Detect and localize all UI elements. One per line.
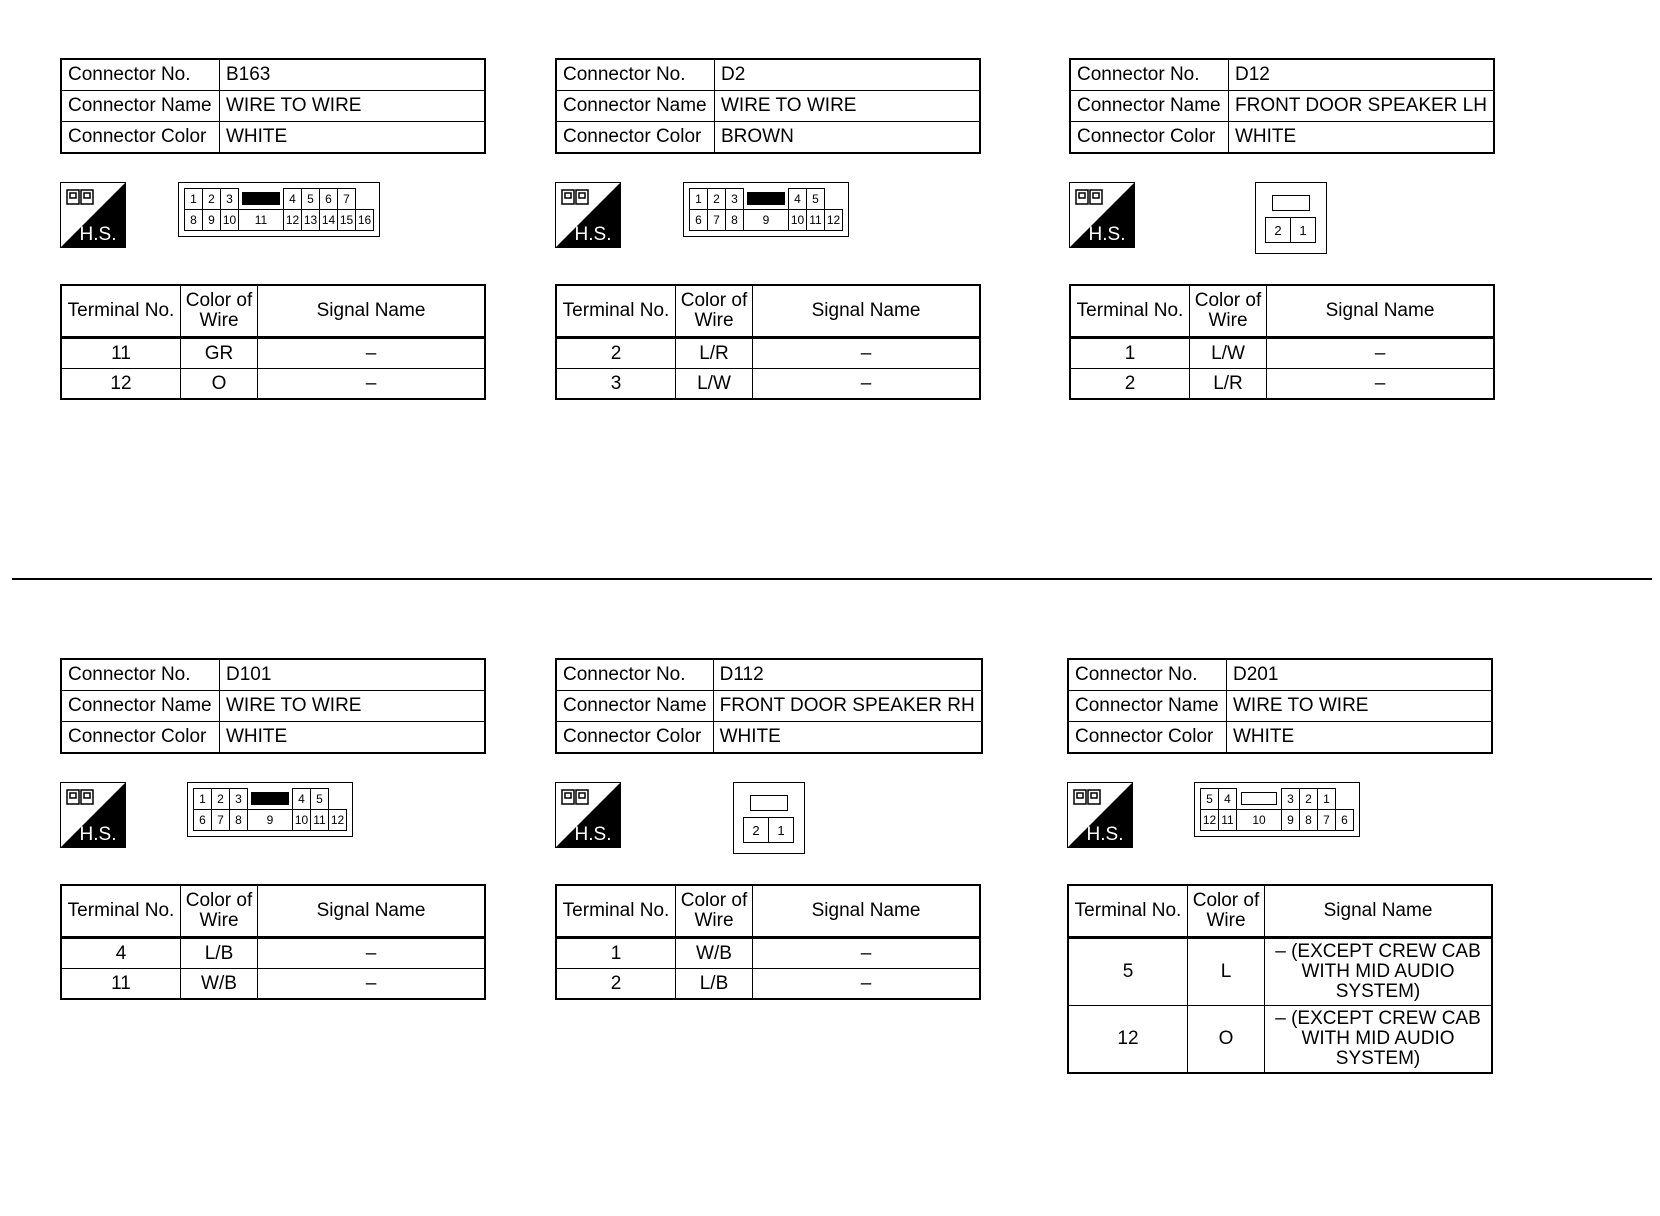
hs-label: H.S.: [1086, 824, 1124, 845]
pin-number: 5: [807, 189, 825, 210]
pin-number: 8: [185, 210, 203, 231]
pin-number: 3: [1282, 789, 1300, 810]
connector-no-label: Connector No.: [61, 59, 220, 91]
pin-number: 12: [284, 210, 302, 231]
terminal-table-header: [61, 885, 485, 938]
terminal-no-cell: 5: [1068, 938, 1188, 1006]
connector-name-row: [1068, 691, 1492, 722]
connector-info-table: [1069, 58, 1495, 154]
table-row: [61, 969, 485, 1000]
pin-number: 7: [338, 189, 356, 210]
signal-name-cell: –: [258, 938, 486, 969]
wire-color-header: Color of Wire: [181, 285, 258, 338]
pin-number: 5: [311, 789, 329, 810]
connector-no-label: Connector No.: [1068, 659, 1227, 691]
wire-color-cell: L/R: [1190, 369, 1267, 400]
terminal-table: [1067, 884, 1493, 1074]
wire-color-header: Color of Wire: [181, 885, 258, 938]
pin-number: 12: [329, 810, 347, 831]
table-row: [1068, 938, 1492, 1006]
signal-name-cell: – (EXCEPT CREW CAB WITH MID AUDIO SYSTEM): [1265, 1006, 1493, 1074]
pin-row-bottom: [185, 210, 374, 231]
wire-color-cell: L/W: [1190, 338, 1267, 369]
pin-number: 5: [1201, 789, 1219, 810]
pin-number: 11: [239, 210, 284, 231]
wire-color-cell: GR: [181, 338, 258, 369]
pin-number: 16: [356, 210, 374, 231]
connector-latch: [239, 189, 284, 210]
connector-block: [60, 58, 500, 528]
terminal-table-header: [1070, 285, 1494, 338]
terminal-table: [1069, 284, 1495, 400]
table-row: [556, 938, 980, 969]
connector-name-label: Connector Name: [1068, 691, 1227, 722]
latch-mark: [747, 192, 785, 205]
connector-color-row: [1070, 122, 1494, 154]
connector-no-row: [61, 59, 485, 91]
pin-row-bottom: [194, 810, 347, 831]
table-row: [1070, 338, 1494, 369]
connector-no-value: D201: [1227, 659, 1493, 691]
pin-row-top: [194, 789, 347, 810]
connector-no-value: D112: [713, 659, 982, 691]
connector-color-row: [556, 722, 982, 754]
pin-number: 10: [789, 210, 807, 231]
signal-name-cell: –: [753, 369, 981, 400]
connector-no-value: D12: [1229, 59, 1495, 91]
pin-number: 10: [293, 810, 311, 831]
connector-color-value: WHITE: [1229, 122, 1495, 154]
harness-side-icon: [555, 782, 621, 848]
signal-name-cell: –: [258, 369, 486, 400]
connector-no-row: [1070, 59, 1494, 91]
wire-color-cell: L: [1188, 938, 1265, 1006]
signal-name-header: Signal Name: [258, 885, 486, 938]
table-row: [1070, 369, 1494, 400]
pin-number: 1: [1318, 789, 1336, 810]
pin-number: 10: [221, 210, 239, 231]
pin-number: 2: [203, 189, 221, 210]
pin-number: 7: [708, 210, 726, 231]
connector-no-label: Connector No.: [61, 659, 220, 691]
pin-number: 6: [320, 189, 338, 210]
signal-name-cell: –: [258, 969, 486, 1000]
terminal-table-header: [61, 285, 485, 338]
hs-label: H.S.: [574, 224, 612, 245]
table-row: [61, 338, 485, 369]
connector-info-table: [555, 658, 983, 754]
wire-color-header: Color of Wire: [676, 885, 753, 938]
harness-side-icon: [60, 782, 126, 848]
connector-no-label: Connector No.: [1070, 59, 1229, 91]
wire-color-header: Color of Wire: [1190, 285, 1267, 338]
terminal-table: [555, 884, 981, 1000]
pin-number: 6: [690, 210, 708, 231]
terminal-table: [555, 284, 981, 400]
table-row: [61, 938, 485, 969]
connector-info-table: [60, 58, 486, 154]
terminal-no-cell: 3: [556, 369, 676, 400]
connector-name-label: Connector Name: [556, 91, 715, 122]
connector-no-row: [1068, 659, 1492, 691]
terminal-no-cell: 4: [61, 938, 181, 969]
connector-block: [60, 658, 500, 1128]
connector-no-label: Connector No.: [556, 659, 713, 691]
terminal-no-header: Terminal No.: [61, 885, 181, 938]
pin-row-top: [690, 189, 843, 210]
pin-row-bottom: [690, 210, 843, 231]
terminal-no-cell: 2: [556, 338, 676, 369]
connector-face: [187, 782, 353, 837]
connector-color-row: [556, 122, 980, 154]
connector-face: [1194, 782, 1360, 837]
pin-number: 2: [1266, 218, 1291, 243]
pin-number: 6: [1336, 810, 1354, 831]
terminal-no-header: Terminal No.: [1068, 885, 1188, 938]
pin-number: 12: [1201, 810, 1219, 831]
pin-number: 7: [1318, 810, 1336, 831]
hs-label: H.S.: [79, 224, 117, 245]
connector-name-value: WIRE TO WIRE: [220, 91, 486, 122]
connector-face: [683, 182, 849, 237]
connector-name-value: WIRE TO WIRE: [715, 91, 981, 122]
pin-number: 1: [194, 789, 212, 810]
pin-number: 7: [212, 810, 230, 831]
connector-latch: [1237, 789, 1282, 810]
table-row: [61, 369, 485, 400]
pin-grid: [689, 188, 843, 231]
wire-color-cell: W/B: [676, 938, 753, 969]
wire-color-cell: W/B: [181, 969, 258, 1000]
connector-block: [555, 658, 995, 1128]
connector-name-label: Connector Name: [1070, 91, 1229, 122]
terminal-no-header: Terminal No.: [556, 885, 676, 938]
connector-no-label: Connector No.: [556, 59, 715, 91]
latch-mark: [1241, 792, 1277, 805]
connector-color-row: [1068, 722, 1492, 754]
connector-color-value: WHITE: [220, 722, 486, 754]
pin-number: 12: [825, 210, 843, 231]
terminal-table-header: [1068, 885, 1492, 938]
table-row: [556, 338, 980, 369]
pin-number: 3: [221, 189, 239, 210]
connector-name-row: [556, 91, 980, 122]
latch-mark: [251, 792, 289, 805]
connector-face: [1255, 182, 1327, 254]
connector-block: [1067, 658, 1507, 1128]
signal-name-cell: – (EXCEPT CREW CAB WITH MID AUDIO SYSTEM): [1265, 938, 1493, 1006]
signal-name-cell: –: [753, 338, 981, 369]
connector-color-label: Connector Color: [61, 122, 220, 154]
pin-number: 8: [1300, 810, 1318, 831]
connector-block: [555, 58, 995, 528]
pin-number: 11: [311, 810, 329, 831]
pin-number: 2: [744, 818, 769, 843]
connector-color-value: WHITE: [1227, 722, 1493, 754]
connector-name-value: WIRE TO WIRE: [1227, 691, 1493, 722]
wire-color-cell: L/R: [676, 338, 753, 369]
connector-block: [1069, 58, 1509, 528]
pin-number: 2: [708, 189, 726, 210]
signal-name-cell: –: [753, 969, 981, 1000]
terminal-table: [60, 284, 486, 400]
terminal-no-cell: 2: [1070, 369, 1190, 400]
pin-number: 9: [203, 210, 221, 231]
pin-number: 9: [1282, 810, 1300, 831]
hs-label: H.S.: [79, 824, 117, 845]
pin-grid: [193, 788, 347, 831]
connector-color-label: Connector Color: [556, 122, 715, 154]
pin-number: 10: [1237, 810, 1282, 831]
terminal-no-cell: 11: [61, 969, 181, 1000]
wire-color-header: Color of Wire: [1188, 885, 1265, 938]
pin-number: 8: [726, 210, 744, 231]
connector-latch: [744, 189, 789, 210]
connector-no-value: B163: [220, 59, 486, 91]
pin-number: 1: [769, 818, 794, 843]
pin-number: 1: [185, 189, 203, 210]
connector-color-label: Connector Color: [1070, 122, 1229, 154]
connector-name-value: FRONT DOOR SPEAKER LH: [1229, 91, 1495, 122]
pin-number: 4: [789, 189, 807, 210]
connector-info-table: [1067, 658, 1493, 754]
connector-name-row: [61, 691, 485, 722]
wire-color-cell: O: [1188, 1006, 1265, 1074]
harness-side-icon: [1069, 182, 1135, 248]
pin-grid: [743, 817, 794, 843]
connector-color-value: BROWN: [715, 122, 981, 154]
pin-number: 11: [807, 210, 825, 231]
connector-no-row: [61, 659, 485, 691]
terminal-no-cell: 12: [61, 369, 181, 400]
pin-number: 8: [230, 810, 248, 831]
connector-no-value: D2: [715, 59, 981, 91]
pin-number: 1: [1291, 218, 1316, 243]
connector-name-row: [556, 691, 982, 722]
pin-number: 4: [293, 789, 311, 810]
connector-face: [178, 182, 380, 237]
terminal-no-header: Terminal No.: [61, 285, 181, 338]
terminal-table-header: [556, 285, 980, 338]
connector-name-value: FRONT DOOR SPEAKER RH: [713, 691, 982, 722]
table-row: [1068, 1006, 1492, 1074]
terminal-no-cell: 11: [61, 338, 181, 369]
harness-side-icon: [1067, 782, 1133, 848]
connector-info-table: [555, 58, 981, 154]
pin-grid: [1265, 217, 1316, 243]
pin-row: [1266, 218, 1316, 243]
connector-color-row: [61, 722, 485, 754]
connector-name-label: Connector Name: [61, 691, 220, 722]
connector-color-value: WHITE: [713, 722, 982, 754]
connector-color-row: [61, 122, 485, 154]
wire-color-cell: L/B: [181, 938, 258, 969]
connector-keyway: [750, 795, 788, 811]
table-row: [556, 969, 980, 1000]
pin-number: 1: [690, 189, 708, 210]
pin-number: 4: [284, 189, 302, 210]
signal-name-cell: –: [258, 338, 486, 369]
pin-number: 14: [320, 210, 338, 231]
connector-name-row: [1070, 91, 1494, 122]
terminal-table-header: [556, 885, 980, 938]
pin-number: 2: [1300, 789, 1318, 810]
connector-name-row: [61, 91, 485, 122]
pin-row: [744, 818, 794, 843]
pin-number: 5: [302, 189, 320, 210]
connector-no-value: D101: [220, 659, 486, 691]
pin-number: 13: [302, 210, 320, 231]
connector-color-value: WHITE: [220, 122, 486, 154]
signal-name-cell: –: [753, 938, 981, 969]
wire-color-cell: L/W: [676, 369, 753, 400]
connector-no-row: [556, 59, 980, 91]
connector-info-table: [60, 658, 486, 754]
connector-color-label: Connector Color: [1068, 722, 1227, 754]
pin-grid: [184, 188, 374, 231]
signal-name-header: Signal Name: [1265, 885, 1493, 938]
hs-label: H.S.: [574, 824, 612, 845]
harness-side-icon: [555, 182, 621, 248]
pin-number: 15: [338, 210, 356, 231]
latch-mark: [242, 192, 280, 205]
pin-row-top: [1201, 789, 1354, 810]
hs-label: H.S.: [1088, 224, 1126, 245]
connector-name-label: Connector Name: [61, 91, 220, 122]
wire-color-cell: O: [181, 369, 258, 400]
wire-color-header: Color of Wire: [676, 285, 753, 338]
terminal-no-cell: 2: [556, 969, 676, 1000]
harness-side-icon: [60, 182, 126, 248]
connector-name-value: WIRE TO WIRE: [220, 691, 486, 722]
connector-color-label: Connector Color: [61, 722, 220, 754]
pin-number: 2: [212, 789, 230, 810]
wire-color-cell: L/B: [676, 969, 753, 1000]
pin-number: 6: [194, 810, 212, 831]
pin-row-bottom: [1201, 810, 1354, 831]
terminal-no-cell: 1: [556, 938, 676, 969]
connector-no-row: [556, 659, 982, 691]
terminal-no-cell: 12: [1068, 1006, 1188, 1074]
pin-number: 9: [744, 210, 789, 231]
section-divider: [12, 578, 1652, 580]
signal-name-cell: –: [1267, 369, 1495, 400]
pin-number: 4: [1219, 789, 1237, 810]
terminal-no-header: Terminal No.: [1070, 285, 1190, 338]
signal-name-header: Signal Name: [753, 285, 981, 338]
connector-latch: [248, 789, 293, 810]
connector-name-label: Connector Name: [556, 691, 713, 722]
pin-row-top: [185, 189, 374, 210]
pin-grid: [1200, 788, 1354, 831]
terminal-table: [60, 884, 486, 1000]
pin-number: 11: [1219, 810, 1237, 831]
pin-number: 3: [726, 189, 744, 210]
table-row: [556, 369, 980, 400]
pin-number: 3: [230, 789, 248, 810]
connector-color-label: Connector Color: [556, 722, 713, 754]
connector-keyway: [1272, 195, 1310, 211]
signal-name-header: Signal Name: [753, 885, 981, 938]
signal-name-cell: –: [1267, 338, 1495, 369]
connector-face: [733, 782, 805, 854]
signal-name-header: Signal Name: [258, 285, 486, 338]
pin-number: 9: [248, 810, 293, 831]
terminal-no-header: Terminal No.: [556, 285, 676, 338]
terminal-no-cell: 1: [1070, 338, 1190, 369]
signal-name-header: Signal Name: [1267, 285, 1495, 338]
